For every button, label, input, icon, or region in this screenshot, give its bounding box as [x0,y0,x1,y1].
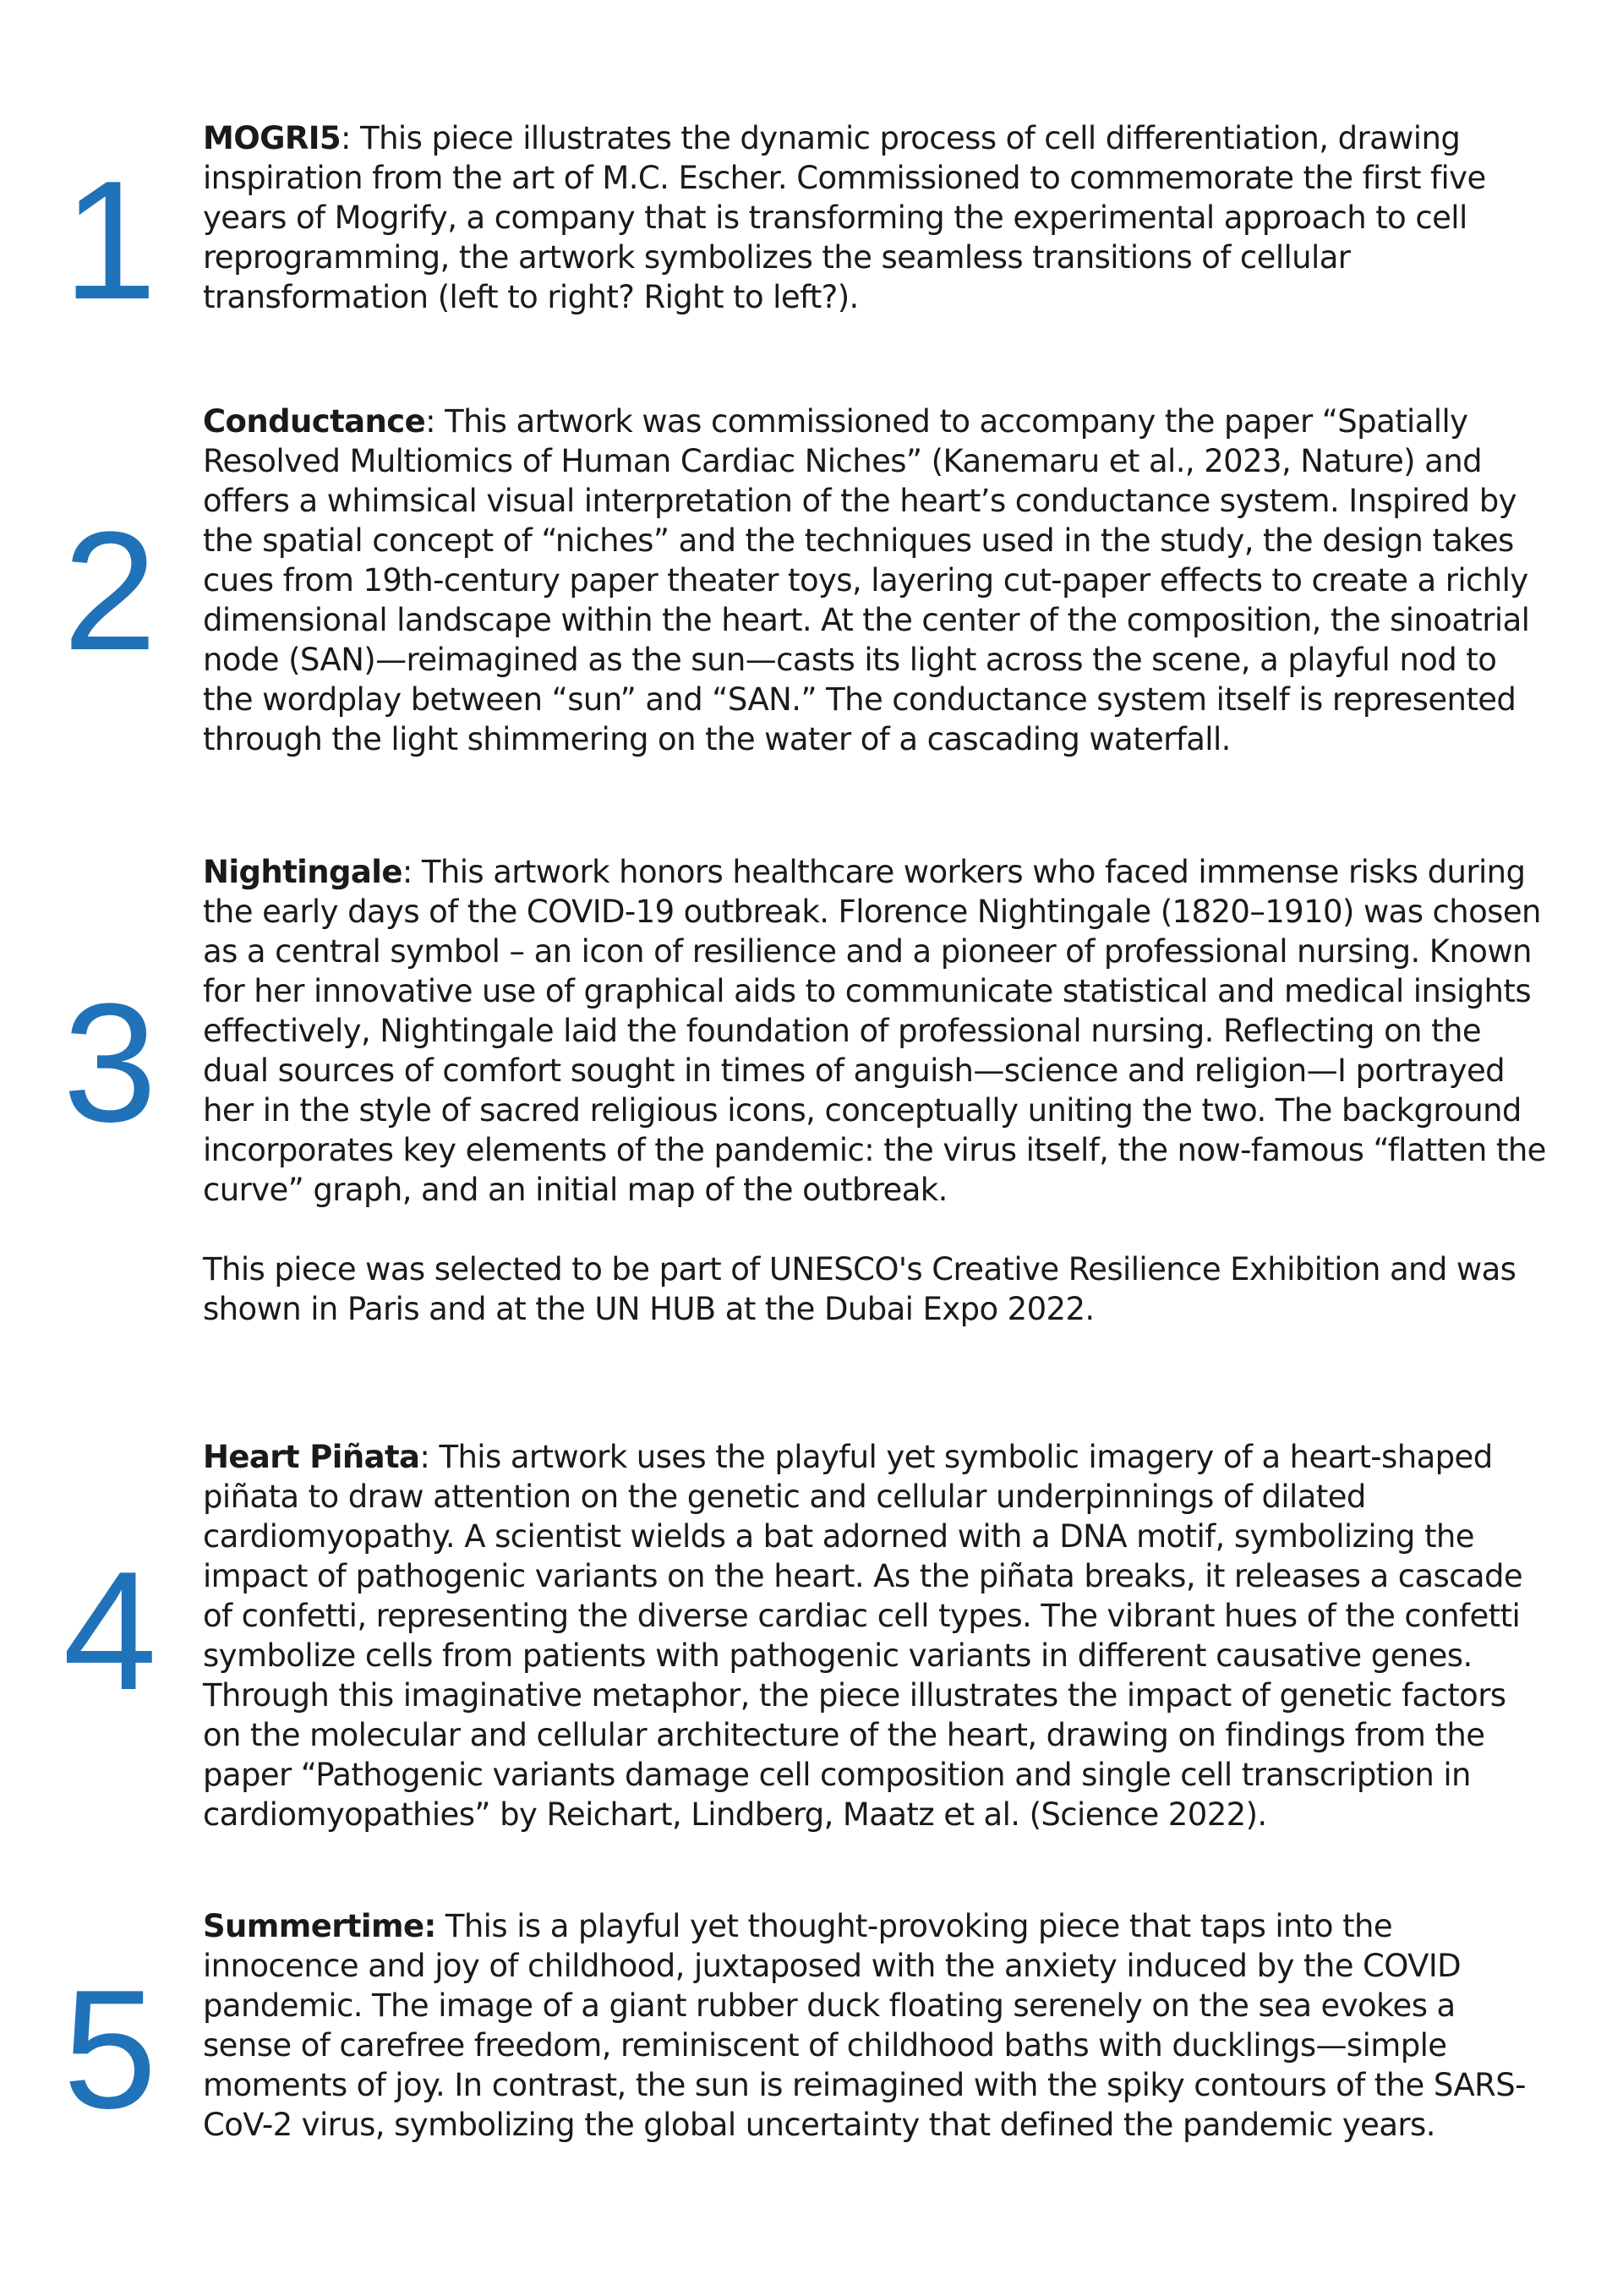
title-separator: : [341,120,361,156]
entry-title: Conductance [203,403,426,440]
entry-title: Nightingale [203,854,402,890]
title-separator: : [402,854,422,890]
entry-description [203,402,1551,759]
entry-paragraph-exhibition: This piece was selected to be part of UNESCO's Creative Resilience Exhibition and was shown in Paris and at the UN HUB at the Dubai Expo 2022. [203,1251,1516,1327]
entry-description [203,852,1551,1329]
entry-paragraph [203,1906,1551,2145]
entry-number: 2 [63,497,157,686]
entry-title: Summertime: [203,1908,436,1944]
entry-description [203,1906,1551,2145]
entry-paragraph [203,852,1551,1210]
title-separator: : [425,403,445,440]
title-separator [436,1908,445,1944]
entry-number: 5 [63,1955,157,2144]
entry-title: MOGRI5 [203,120,342,156]
entry-body: This piece illustrates the dynamic process of cell differentiation, drawing inspiration from the art of M.C. Escher. Commissioned to commemorate the first five years of Mogrify, a company that is transforming the experimental approach to cell reprogramming, the artwork symbolizes the seamless transitions of cellular transformation (left to right? Right to left?). [203,120,1486,315]
entry-body: This is a playful yet thought-provoking piece that taps into the innocence and joy of childhood, juxtaposed with the anxiety induced by the COVID pandemic. The image of a giant rubber duck floating serenely on the sea evokes a sense of carefree freedom, reminiscent of childhood baths with ducklings—simple moments of joy. In contrast, the sun is reimagined with the spiky contours of the SARS-CoV-2 virus, symbolizing the global uncertainty that defined the pandemic years. [203,1908,1526,2143]
entry-number: 3 [63,969,157,1157]
entry-number: 1 [63,146,157,335]
entry-paragraph [203,118,1551,317]
entry-body: This artwork uses the playful yet symbolic imagery of a heart-shaped piñata to draw attention on the genetic and cellular underpinnings of dilated cardiomyopathy. A scientist wields a bat adorned with a DNA motif, symbolizing the impact of pathogenic variants on the heart. As the piñata breaks, it releases a cascade of confetti, representing the diverse cardiac cell types. The vibrant hues of the confetti symbolize cells from patients with pathogenic variants in different causative genes. Through this imaginative metaphor, the piece illustrates the impact of genetic factors on the molecular and cellular architecture of the heart, drawing on findings from the paper “Pathogenic variants damage cell composition and single cell transcription in cardiomyopathies” by Reichart, Lindberg, Maatz et al. (Science 2022). [203,1439,1523,1833]
title-separator: : [419,1439,440,1475]
entry-body: This artwork honors healthcare workers who faced immense risks during the early days of the COVID-19 outbreak. Florence Nightingale (1820–1910) was chosen as a central symbol – an icon of resilience and a pioneer of professional nursing. Known for her innovative use of graphical aids to communicate statistical and medical insights effectively, Nightingale laid the foundation of professional nursing. Reflecting on the dual sources of comfort sought in times of anguish—science and religion—I portrayed her in the style of sacred religious icons, conceptually uniting the two. The background incorporates key elements of the pandemic: the virus itself, the now-famous “flatten the curve” graph, and an initial map of the outbreak. [203,854,1546,1208]
entry-description [203,118,1551,317]
entry-paragraph [203,1437,1551,1834]
entry-description [203,1437,1551,1834]
entry-paragraph [203,402,1551,759]
entry-number: 4 [63,1537,157,1725]
entry-body: This artwork was commissioned to accompany the paper “Spatially Resolved Multiomics of Human Cardiac Niches” (Kanemaru et al., 2023, Nature) and offers a whimsical visual interpretation of the heart’s conductance system. Inspired by the spatial concept of “niches” and the techniques used in the study, the design takes cues from 19th-century paper theater toys, layering cut-paper effects to create a richly dimensional landscape within the heart. At the center of the composition, the sinoatrial node (SAN)—reimagined as the sun—casts its light across the scene, a playful nod to the wordplay between “sun” and “SAN.” The conductance system itself is represented through the light shimmering on the water of a cascading waterfall. [203,403,1530,757]
entry-title: Heart Piñata [203,1439,420,1475]
